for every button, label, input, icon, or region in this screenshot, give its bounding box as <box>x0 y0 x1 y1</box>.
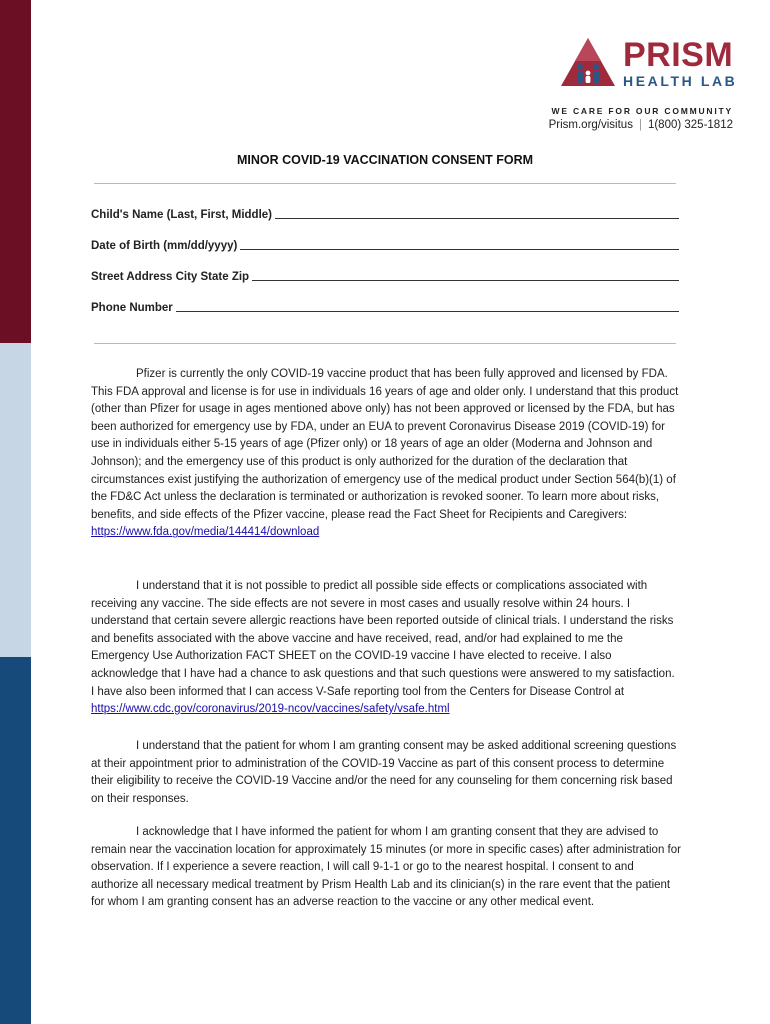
contact-url[interactable]: Prism.org/visitus <box>548 119 633 131</box>
phone-label: Phone Number <box>91 302 173 314</box>
dob-field <box>91 239 679 252</box>
phone-field <box>91 301 679 314</box>
side-bar-maroon <box>0 0 31 343</box>
contact-separator: | <box>638 119 642 131</box>
dob-line[interactable] <box>240 239 679 250</box>
child-name-line[interactable] <box>275 208 679 219</box>
paragraph-screening <box>91 738 681 808</box>
address-line[interactable] <box>252 270 679 281</box>
tagline: WE CARE FOR OUR COMMUNITY <box>551 106 733 116</box>
address-field <box>91 270 679 283</box>
fda-fact-sheet-link[interactable]: https://www.fda.gov/media/144414/download <box>91 526 320 539</box>
paragraph-fda-text: Pfizer is currently the only COVID-19 vaccine product that has been fully approved and licensed by FDA. This FDA approval and license is for use in individuals 16 years of age and older only. I understand that this product (other than Pfizer for usage in ages mentioned above only) has not been approved or licensed by the FDA, but has been authorized for emergency use by FDA, under an EUA to prevent Coronavirus Disease 2019 (COVID-19) for use in individuals either 5-15 years of age (Pfizer only) or 18 years of age an older (Moderna and Johnson and Johnson); and the emergency use of this product is only authorized for the duration of the declaration that circumstances exist justifying the authorization of emergency use of the medical product under Section 564(b)(1) of the FD&C Act unless the declaration is terminated or authorization is revoked sooner. To learn more about risks, benefits, and side effects of the Pfizer vaccine, please read the Fact Sheet for Recipients and Caregivers: <box>91 368 679 521</box>
side-bar-navy <box>0 657 31 1024</box>
divider-bottom <box>94 343 676 344</box>
child-name-label: Child's Name (Last, First, Middle) <box>91 209 273 221</box>
side-bar-light-blue <box>0 343 31 657</box>
address-label: Street Address City State Zip <box>91 271 250 283</box>
triangle-family-icon <box>560 36 616 88</box>
contact-info <box>549 119 733 131</box>
phone-line[interactable] <box>176 301 679 312</box>
prism-logo <box>560 36 740 90</box>
paragraph-observation <box>91 824 681 912</box>
brand-name: PRISM <box>623 36 734 74</box>
cdc-vsafe-link[interactable]: https://www.cdc.gov/coronavirus/2019-ncov/vaccines/safety/vsafe.html <box>91 703 450 716</box>
child-name-field <box>91 208 679 221</box>
dob-label: Date of Birth (mm/dd/yyyy) <box>91 240 238 252</box>
paragraph-observation-text: I acknowledge that I have informed the patient for whom I am granting consent that they are advised to remain near the vaccination location for approximately 15 minutes (or more in specific cases) after administration for observation. If I experience a severe reaction, I will call 9-1-1 or go to the nearest hospital. I consent to and authorize all necessary medical treatment by Prism Health Lab and its clinician(s) in the rare event that the patient for whom I am granting consent has an adverse reaction to the vaccine or any other medical event. <box>91 826 681 909</box>
paragraph-side-effects <box>91 578 681 719</box>
form-title: MINOR COVID-19 VACCINATION CONSENT FORM <box>236 153 534 167</box>
divider-top <box>94 183 676 184</box>
contact-phone: 1(800) 325-1812 <box>647 119 733 131</box>
paragraph-fda-approval <box>91 366 681 542</box>
brand-subtitle: HEALTH LAB <box>623 73 738 89</box>
paragraph-side-effects-text: I understand that it is not possible to predict all possible side effects or complications associated with receiving any vaccine. The side effects are not severe in most cases and usually resolve within 24 hours. I understand that certain severe allergic reactions have been reported outside of clinical trials. I understand the risks and benefits associated with the above vaccine and have received, read, and/or had explained to me the Emergency Use Authorization FACT SHEET on the COVID-19 vaccine I have elected to receive. I also acknowledge that I have had a chance to ask questions and that such questions were answered to my satisfaction. I have also been informed that I can access V-Safe reporting tool from the Centers for Disease Control at <box>91 580 675 698</box>
paragraph-screening-text: I understand that the patient for whom I am granting consent may be asked additional screening questions at their appointment prior to administration of the COVID-19 Vaccine as part of this consent process to determine their eligibility to receive the COVID-19 Vaccine and/or the need for any counseling for them concerning risk based on their responses. <box>91 740 677 805</box>
